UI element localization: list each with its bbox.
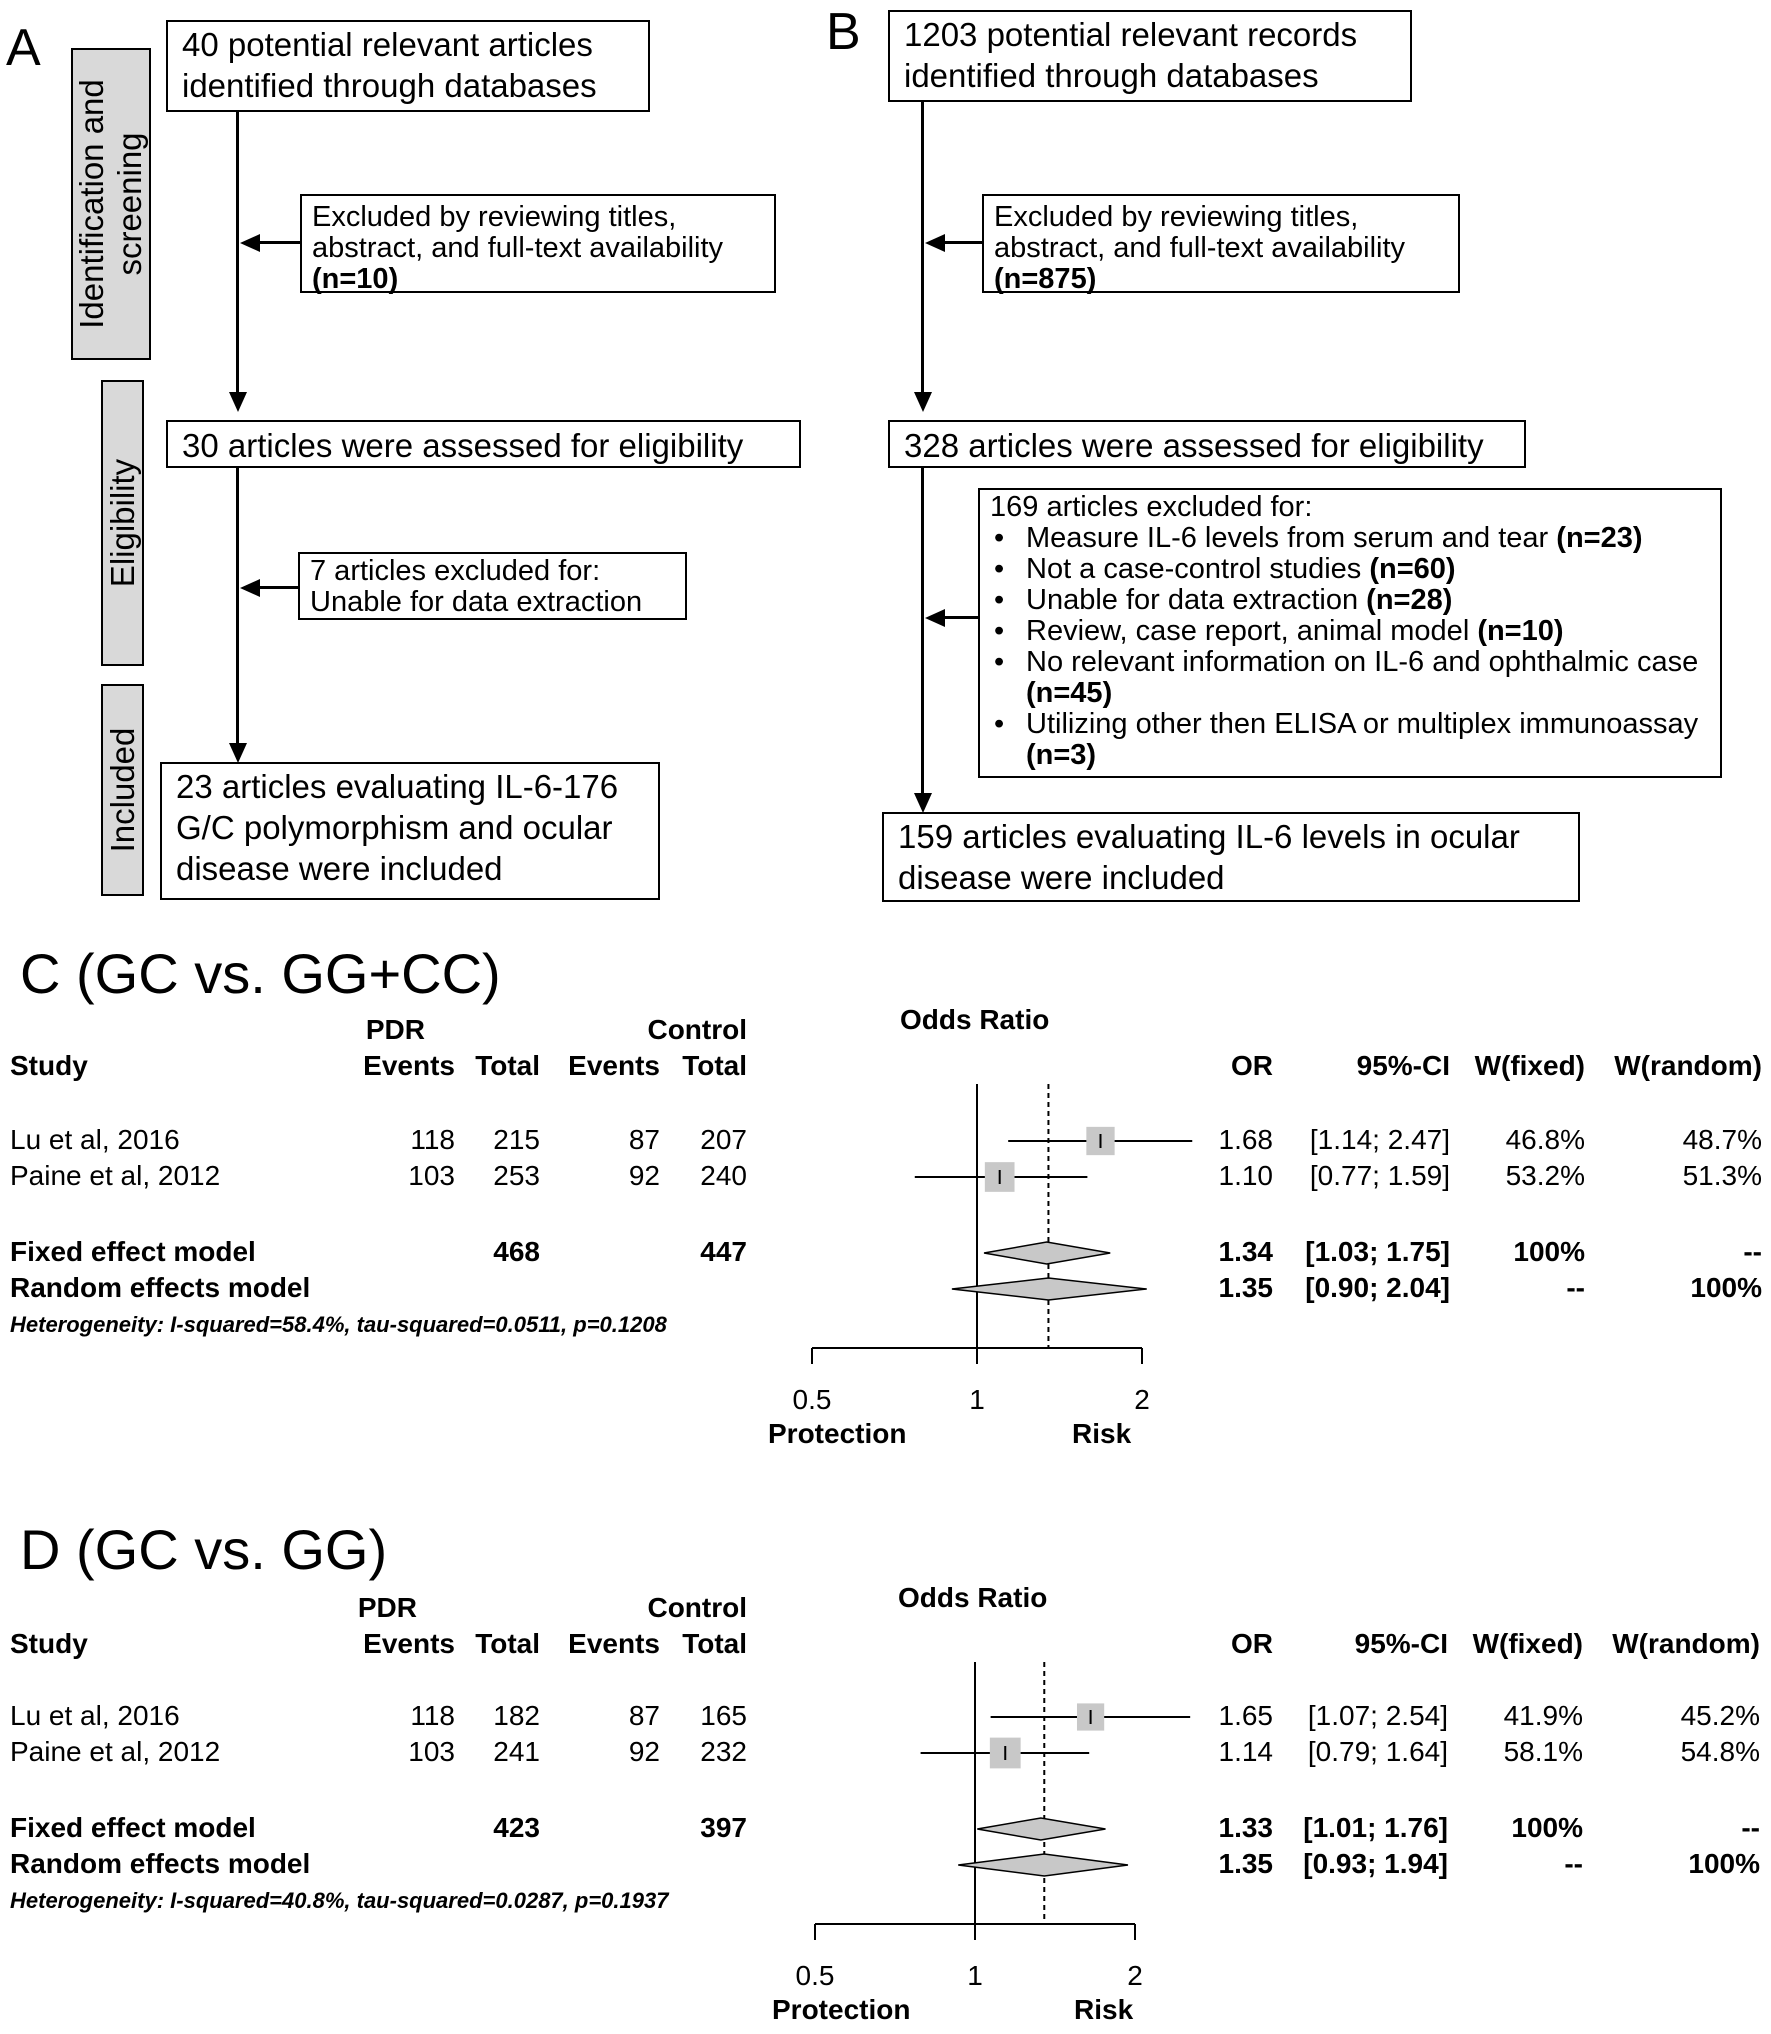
fd-random-wrandom: 100% bbox=[1688, 1848, 1760, 1879]
fc-fixed-wrandom: -- bbox=[1743, 1236, 1762, 1267]
item-n: (n=23) bbox=[1556, 522, 1643, 554]
fd-fixed-pdr-total: 423 bbox=[493, 1812, 540, 1843]
fc-wfixed-value: 53.2% bbox=[1505, 1160, 1585, 1191]
fd-or-value: 1.65 bbox=[1218, 1700, 1273, 1731]
fc-tick-label: 1 bbox=[969, 1384, 985, 1415]
fd-wfixed-header: W(fixed) bbox=[1472, 1628, 1583, 1659]
fd-pdr-total: 182 bbox=[493, 1700, 540, 1731]
fd-wrandom-value: 54.8% bbox=[1680, 1736, 1760, 1767]
fc-pdr-total: 253 bbox=[493, 1160, 540, 1191]
fd-wrandom-value: 45.2% bbox=[1680, 1700, 1760, 1731]
panel-a-letter: A bbox=[6, 19, 41, 77]
a-assessed-box: 30 articles were assessed for eligibility bbox=[166, 420, 801, 468]
fd-ci-header: 95%-CI bbox=[1354, 1628, 1448, 1659]
fc-pdr-events: 103 bbox=[408, 1160, 455, 1191]
fc-or-value: 1.68 bbox=[1218, 1124, 1273, 1155]
fc-ctrl-events: 87 bbox=[628, 1124, 660, 1155]
forest-c-title: C (GC vs. GG+CC) bbox=[20, 942, 501, 1005]
item-text: Review, case report, animal model bbox=[1026, 615, 1478, 647]
fd-fixed-ci: [1.01; 1.76] bbox=[1303, 1812, 1448, 1843]
fc-events-header-2: Events bbox=[568, 1050, 660, 1081]
a-included-box: 23 articles evaluating IL-6-176 G/C polymorphism and ocular disease were included bbox=[160, 762, 660, 900]
stage-identification-label: Identification and screening bbox=[73, 79, 148, 329]
fd-total-header-2: Total bbox=[682, 1628, 747, 1659]
fd-wrandom-header: W(random) bbox=[1612, 1628, 1760, 1659]
a-excluded-n-1: (n=10) bbox=[312, 263, 399, 295]
fd-or-value: 1.14 bbox=[1218, 1736, 1273, 1767]
fc-random-or: 1.35 bbox=[1218, 1272, 1273, 1303]
fd-random-wfixed: -- bbox=[1564, 1848, 1583, 1879]
b-excluded-text-1: Excluded by reviewing titles, abstract, and full-text availability bbox=[994, 201, 1406, 264]
fd-study-name: Paine et al, 2012 bbox=[10, 1736, 221, 1767]
stage-included-label: Included bbox=[103, 727, 141, 853]
fd-random-ci: [0.93; 1.94] bbox=[1303, 1848, 1448, 1879]
fc-ci-value: [0.77; 1.59] bbox=[1309, 1160, 1450, 1191]
fd-control-header: Control bbox=[647, 1592, 747, 1623]
fc-odds-ratio-header: Odds Ratio bbox=[900, 1004, 1050, 1035]
fc-events-header: Events bbox=[363, 1050, 455, 1081]
fc-ctrl-total: 207 bbox=[700, 1124, 747, 1155]
fixed-effect-diamond bbox=[977, 1818, 1105, 1840]
fc-fixed-wfixed: 100% bbox=[1513, 1236, 1585, 1267]
item-n: (n=3) bbox=[1026, 739, 1097, 771]
fc-random-label: Random effects model bbox=[10, 1272, 311, 1303]
fc-study-name: Paine et al, 2012 bbox=[10, 1160, 221, 1191]
b-excluded-n-1: (n=875) bbox=[994, 263, 1097, 295]
fd-ci-value: [0.79; 1.64] bbox=[1307, 1736, 1448, 1767]
fc-tick-label: 2 bbox=[1134, 1384, 1150, 1415]
fc-fixed-pdr-total: 468 bbox=[493, 1236, 540, 1267]
fc-or-header: OR bbox=[1231, 1050, 1273, 1081]
fd-pdr-events: 103 bbox=[408, 1736, 455, 1767]
fd-ctrl-events: 92 bbox=[628, 1736, 660, 1767]
b-included-box: 159 articles evaluating IL-6 levels in ocular disease were included bbox=[882, 812, 1580, 902]
fc-wrandom-value: 48.7% bbox=[1682, 1124, 1762, 1155]
item-text: Utilizing other then ELISA or multiplex immunoassay bbox=[1026, 708, 1699, 740]
fc-study-header: Study bbox=[10, 1050, 88, 1081]
fc-protection-label: Protection bbox=[768, 1418, 907, 1449]
fd-fixed-wrandom: -- bbox=[1741, 1812, 1760, 1843]
fd-wfixed-value: 58.1% bbox=[1503, 1736, 1583, 1767]
fc-pdr-header: PDR bbox=[365, 1014, 425, 1045]
fc-fixed-or: 1.34 bbox=[1218, 1236, 1273, 1267]
b-identified-box: 1203 potential relevant records identified through databases bbox=[888, 10, 1412, 102]
fd-events-header: Events bbox=[363, 1628, 455, 1659]
fc-random-ci: [0.90; 2.04] bbox=[1305, 1272, 1450, 1303]
item-n: (n=10) bbox=[1477, 615, 1564, 647]
a-excluded-box-2: 7 articles excluded for: Unable for data extraction bbox=[298, 552, 687, 620]
b-assessed-box: 328 articles were assessed for eligibility bbox=[888, 420, 1526, 468]
fd-study-name: Lu et al, 2016 bbox=[10, 1700, 180, 1731]
fc-fixed-label: Fixed effect model bbox=[10, 1236, 256, 1267]
item-text: Not a case-control studies bbox=[1026, 553, 1370, 585]
fc-control-header: Control bbox=[647, 1014, 747, 1045]
random-effect-diamond bbox=[958, 1854, 1128, 1876]
fc-study-name: Lu et al, 2016 bbox=[10, 1124, 180, 1155]
fc-heterogeneity: Heterogeneity: I-squared=58.4%, tau-squared=0.0511, p=0.1208 bbox=[10, 1312, 667, 1337]
fd-total-header: Total bbox=[475, 1628, 540, 1659]
fc-risk-label: Risk bbox=[1072, 1418, 1132, 1449]
item-n: (n=60) bbox=[1369, 553, 1456, 585]
fd-random-or: 1.35 bbox=[1218, 1848, 1273, 1879]
a-excluded-text-1: Excluded by reviewing titles, abstract, and full-text availability bbox=[312, 201, 724, 264]
item-text: Unable for data extraction bbox=[1026, 584, 1367, 616]
fc-total-header-2: Total bbox=[682, 1050, 747, 1081]
item-text: No relevant information on IL-6 and ophthalmic case bbox=[1026, 646, 1699, 678]
fd-pdr-total: 241 bbox=[493, 1736, 540, 1767]
item-n: (n=28) bbox=[1366, 584, 1453, 616]
fd-risk-label: Risk bbox=[1074, 1994, 1134, 2025]
fd-heterogeneity: Heterogeneity: I-squared=40.8%, tau-squared=0.0287, p=0.1937 bbox=[10, 1888, 669, 1913]
a-identified-box: 40 potential relevant articles identified through databases bbox=[166, 20, 650, 112]
fc-fixed-ci: [1.03; 1.75] bbox=[1305, 1236, 1450, 1267]
fd-tick-label: 1 bbox=[967, 1960, 983, 1991]
stage-eligibility-label: Eligibility bbox=[103, 458, 141, 588]
fd-tick-label: 2 bbox=[1127, 1960, 1143, 1991]
fc-random-wrandom: 100% bbox=[1690, 1272, 1762, 1303]
fd-ctrl-total: 232 bbox=[700, 1736, 747, 1767]
fd-study-header: Study bbox=[10, 1628, 88, 1659]
forest-d-title: D (GC vs. GG) bbox=[20, 1518, 388, 1581]
fc-fixed-ctrl-total: 447 bbox=[700, 1236, 747, 1267]
fc-tick-label: 0.5 bbox=[792, 1384, 832, 1415]
fd-events-header-2: Events bbox=[568, 1628, 660, 1659]
fd-pdr-header: PDR bbox=[357, 1592, 417, 1623]
fd-or-header: OR bbox=[1231, 1628, 1273, 1659]
fc-ctrl-total: 240 bbox=[700, 1160, 747, 1191]
fd-random-label: Random effects model bbox=[10, 1848, 311, 1879]
fc-ci-value: [1.14; 2.47] bbox=[1309, 1124, 1450, 1155]
item-n: (n=45) bbox=[1026, 677, 1113, 709]
fc-or-value: 1.10 bbox=[1218, 1160, 1273, 1191]
fd-wfixed-value: 41.9% bbox=[1503, 1700, 1583, 1731]
fc-wfixed-header: W(fixed) bbox=[1474, 1050, 1585, 1081]
fd-pdr-events: 118 bbox=[410, 1700, 455, 1731]
b-excluded-head: 169 articles excluded for: bbox=[990, 491, 1313, 523]
fd-fixed-or: 1.33 bbox=[1218, 1812, 1273, 1843]
fd-ctrl-events: 87 bbox=[628, 1700, 660, 1731]
fd-fixed-wfixed: 100% bbox=[1511, 1812, 1583, 1843]
fc-ci-header: 95%-CI bbox=[1356, 1050, 1450, 1081]
fc-random-wfixed: -- bbox=[1566, 1272, 1585, 1303]
item-text: Measure IL-6 levels from serum and tear bbox=[1026, 522, 1557, 554]
fd-fixed-ctrl-total: 397 bbox=[700, 1812, 747, 1843]
panel-b-letter: B bbox=[826, 3, 861, 61]
fc-wrandom-header: W(random) bbox=[1614, 1050, 1762, 1081]
fc-wfixed-value: 46.8% bbox=[1505, 1124, 1585, 1155]
fc-total-header: Total bbox=[475, 1050, 540, 1081]
fc-pdr-events: 118 bbox=[410, 1124, 455, 1155]
fd-ci-value: [1.07; 2.54] bbox=[1307, 1700, 1448, 1731]
fc-pdr-total: 215 bbox=[493, 1124, 540, 1155]
fc-wrandom-value: 51.3% bbox=[1682, 1160, 1762, 1191]
fd-protection-label: Protection bbox=[772, 1994, 911, 2025]
fd-odds-ratio-header: Odds Ratio bbox=[898, 1582, 1048, 1613]
fd-tick-label: 0.5 bbox=[795, 1960, 835, 1991]
fd-fixed-label: Fixed effect model bbox=[10, 1812, 256, 1843]
fc-ctrl-events: 92 bbox=[628, 1160, 660, 1191]
fd-ctrl-total: 165 bbox=[700, 1700, 747, 1731]
